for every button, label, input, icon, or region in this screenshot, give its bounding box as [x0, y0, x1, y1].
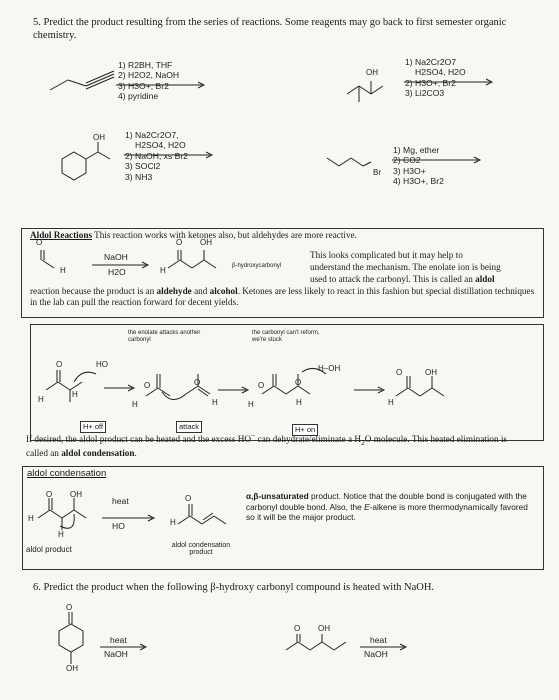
h2o-reagent: H2O — [108, 267, 126, 277]
rxn1-step-2: 2) H2O2, NaOH — [118, 70, 180, 81]
cond-h-3: H — [170, 518, 176, 527]
rxn3-arrow — [124, 152, 216, 158]
rxn4-step-2: 2) CO2 — [393, 155, 421, 166]
rxn3-step-2: 2) NaOH, xs Br2 — [125, 150, 189, 161]
hydroxide-label: HO — [96, 360, 108, 369]
rxn4-reagents — [393, 145, 444, 187]
mechanism-note-1: the enolate attacks another carbonyl — [128, 330, 201, 343]
mech-h-7: H — [388, 398, 394, 407]
alkyl-bromide-structure — [325, 152, 380, 172]
dehydration-bold: aldol condensation — [61, 448, 135, 459]
q6-oh-label: OH — [66, 664, 78, 673]
tag-attack: attack — [176, 421, 202, 433]
body-e: . Ketones are less likely to react in this fashion but special distillation techniques in the lab can pull the reaction forward for decent yields. — [30, 286, 535, 308]
mech-o-6: O — [396, 368, 403, 377]
tag-h-on: H+ on — [292, 424, 318, 436]
q6-o-label-2: O — [294, 624, 301, 633]
condensation-title: aldol condensation — [27, 468, 107, 479]
label-mid-1: aldol condensation — [171, 542, 231, 549]
cyclohexyl-alcohol-structure — [60, 142, 120, 192]
mech-o-5: O — [295, 378, 302, 387]
q6-hydroxy-ketone-structure — [284, 632, 354, 656]
question-6 — [33, 581, 543, 594]
dehydration-e: . — [134, 448, 137, 459]
q6-oh-label-2: OH — [318, 624, 330, 633]
aldol-intro: This reaction works with ketones also, but aldehydes are more reactive. — [92, 230, 357, 240]
dehydration-c: O molecule. This heated elimination is called an — [26, 434, 507, 459]
rxn2-reagents — [405, 57, 466, 99]
cond-hydroxide: HO — [112, 521, 125, 531]
mech-h-6: H — [296, 398, 302, 407]
tag-h-off: H+ off — [80, 421, 106, 433]
aldol-side-text-3 — [310, 274, 495, 285]
question-number: 5. — [33, 17, 41, 28]
desc-e: E — [364, 501, 370, 512]
q6-prompt: Predict the product when the following β-hydroxy carbonyl compound is heated with NaOH. — [43, 582, 435, 593]
body-alcohol: alcohol — [209, 286, 238, 296]
dehydration-b: can dehydrate/eliminate a H — [255, 434, 361, 445]
rxn2-arrow — [404, 79, 496, 85]
q6-heat-2: heat — [370, 635, 387, 645]
aldol-heading-line — [30, 230, 540, 241]
rxn4-step-4: 4) H3O+, Br2 — [393, 176, 444, 187]
water-label: H–OH — [318, 364, 341, 373]
condensation-description — [246, 491, 538, 523]
aldol-product-label: aldol product — [26, 545, 72, 554]
alcohol-structure — [345, 76, 391, 104]
alpha-beta-unsaturated: α,β-unsaturated — [246, 491, 309, 501]
h-label: H — [60, 266, 66, 275]
body-c: and — [191, 286, 210, 296]
rxn3-step-1b: H2SO4, H2O — [135, 140, 186, 151]
question-prompt: Predict the product resulting from the series of reactions. Some reagents may go back to first semester organic chemistry. — [33, 17, 507, 41]
mech-o-3: O — [194, 378, 201, 387]
mech-o-2: O — [144, 381, 151, 390]
q6-naoh-1: NaOH — [104, 649, 128, 659]
rxn4-arrow — [392, 155, 484, 166]
aldol-side-text-3a: used to attack the carbonyl. This is called an — [310, 274, 476, 284]
mech-o-1: O — [56, 360, 63, 369]
rxn1-reagents — [118, 60, 179, 102]
rxn4-step-3: 3) H3O+ — [393, 165, 426, 176]
rxn3-step-1: 1) Na2Cr2O7, — [125, 130, 179, 140]
desc-b: product. Notice that the double bond is conjugated with the carbonyl double bond. Also, the — [246, 491, 527, 512]
question-5 — [33, 16, 533, 42]
rxn1-step-3: 3) H3O+, Br2 — [118, 80, 169, 91]
cond-heat: heat — [112, 496, 129, 506]
dehydration-a: If desired, the aldol product can be heated and the excess HO — [26, 434, 252, 445]
rxn2-step-3: 3) Li2CO3 — [405, 88, 445, 99]
body-aldehyde: aldehyde — [156, 286, 192, 296]
o-label-2: O — [176, 238, 183, 247]
cond-o-2: O — [185, 494, 192, 503]
beta-hydroxycarbonyl-tag: β-hydroxycarbonyl — [232, 263, 282, 269]
oh-label-product: OH — [200, 238, 212, 247]
q6-number: 6. — [33, 582, 41, 593]
aldol-side-text-2: understand the mechanism. The enolate ion is being — [310, 262, 501, 272]
mech-h-5: H — [248, 400, 254, 409]
br-label: Br — [373, 168, 381, 177]
o-label: O — [36, 238, 43, 247]
rxn1-step-1: 1) R2BH, THF — [118, 60, 173, 70]
aldol-side-text-1: This looks complicated but it may help to — [310, 250, 463, 260]
mech-h-2: H — [72, 390, 78, 399]
condensation-product-label — [162, 542, 240, 556]
rxn2-step-1: 1) Na2Cr2O7 — [405, 57, 457, 67]
aldol-product-structure — [158, 246, 228, 272]
rxn2-step-1b: H2SO4, H2O — [415, 67, 466, 78]
aldol-body — [30, 286, 538, 309]
oh-label-3: OH — [93, 133, 105, 142]
alkyne-structure — [48, 72, 118, 94]
aldol-bold: aldol — [475, 274, 495, 284]
mechanism-note-2: the carbonyl can't reform, we're stuck — [252, 330, 320, 343]
oh-label: OH — [366, 68, 378, 77]
cond-h-2: H — [58, 530, 64, 539]
rxn1-arrow — [116, 82, 208, 88]
rxn4-step-1: 1) Mg, ether — [393, 145, 440, 155]
mech-o-4: O — [258, 381, 265, 390]
mech-h-3: H — [132, 400, 138, 409]
q6-cyclohexanone-structure — [56, 612, 96, 672]
rxn3-step-4: 3) NH3 — [125, 171, 153, 182]
cond-h-1: H — [28, 514, 34, 523]
rxn2-step-2: 2) H3O+, Br2 — [405, 77, 456, 88]
rxn1-step-4: 4) pyridine — [118, 91, 159, 102]
cond-o: O — [46, 490, 53, 499]
naoh-reagent: NaOH — [104, 252, 128, 262]
mech-h-1: H — [38, 395, 44, 404]
aldol-heading: Aldol Reactions — [30, 230, 93, 240]
mech-h-4: H — [212, 398, 218, 407]
desc-d: -alkene is more thermodynamically favored so it will be the major product. — [246, 501, 528, 522]
label-mid-2: product — [189, 549, 213, 556]
h-label-2: H — [160, 266, 166, 275]
q6-naoh-2: NaOH — [364, 649, 388, 659]
dehydration-text: If desired, the aldol product can be heated and the excess HO− can dehydrate/eliminate a $H_2O$ molecule. This heated elimination is called an aldol condensation. — [26, 431, 507, 459]
cond-oh: OH — [70, 490, 82, 499]
q6-heat-1: heat — [110, 635, 127, 645]
body-a: reaction because the product is an — [30, 286, 157, 296]
mechanism-structures — [36, 350, 536, 420]
rxn3-step-3: 3) SOCl2 — [125, 161, 161, 172]
mech-oh: OH — [425, 368, 437, 377]
q6-o-label: O — [66, 603, 73, 612]
